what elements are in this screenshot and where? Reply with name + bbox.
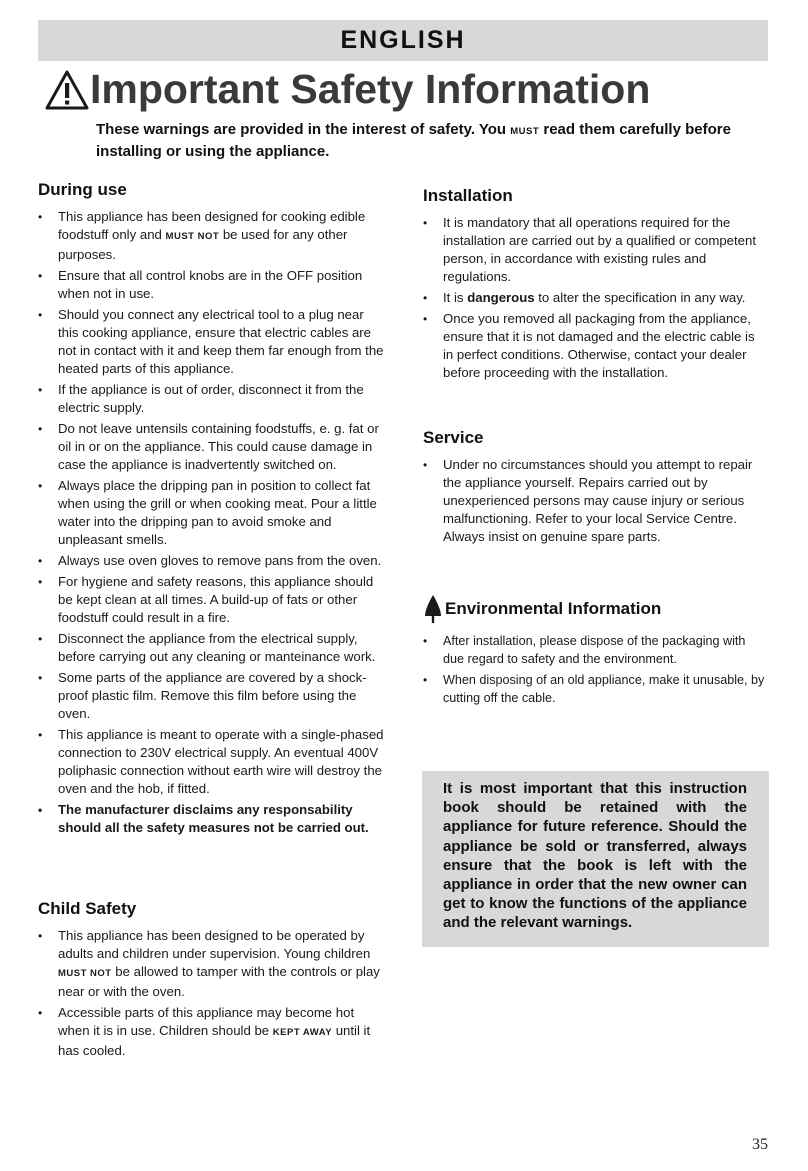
intro-text-end: read them carefully before installing or using the appliance. [96,121,731,160]
page-number: 35 [752,1136,768,1153]
list-item: • For hygiene and safety reasons, this appliance should be kept clean at all times. A build-up of fats or other foodstuff could result in a fire. [38,573,384,627]
item-text: be allowed to tamper with the controls or play near or with the oven. [58,964,380,999]
child-safety-list [38,927,384,1060]
environmental-heading-row [423,594,768,624]
list-item: • Always place the dripping pan in position to collect fat when using the grill or when cooking meat. Pour a little water into the dripping pan to avoid smoke and unpleasant smells. [38,477,384,549]
child-safety-heading: Child Safety [38,899,137,918]
warning-triangle-icon [44,69,90,111]
list-item: • Some parts of the appliance are covered by a shock-proof plastic film. Remove this film before using the oven. [38,669,384,723]
service-list [423,456,768,546]
tree-icon [423,594,443,624]
list-item: • After installation, please dispose of the packaging with due regard to safety and the environment. [423,632,768,668]
language-label: ENGLISH [340,26,466,54]
list-item [423,289,768,307]
list-item: • When disposing of an old appliance, make it unusable, by cutting off the cable. [423,671,768,707]
list-item: • Under no circumstances should you attempt to repair the appliance yourself. Repairs carried out by unexperienced persons may cause injury or serious malfunctioning. Refer to your local Service Centre. Always insist on genuine spare parts. [423,456,768,546]
list-item: • Disconnect the appliance from the electrical supply, before carrying out any cleaning or manteinance work. [38,630,384,666]
item-text: It is [443,290,468,305]
item-text: Accessible parts of this appliance may become hot when it is in use. Children should be [58,1005,355,1038]
list-item: • Should you connect any electrical tool to a plug near this cooking appliance, ensure that electric cables are not in contact with it and keep them far enough from the heated parts of this appliance. [38,306,384,378]
right-column [423,186,768,710]
page-title: Important Safety Information [90,66,651,112]
item-text: This appliance has been designed to be operated by adults and children under supervision. Young children [58,928,371,961]
item-emphasis: KEPT AWAY [272,1027,333,1038]
child-safety-section [38,899,384,1060]
list-item [38,208,384,264]
during-use-list [38,208,384,837]
item-text: until it has cooled. [58,1023,371,1058]
list-item: • Do not leave untensils containing foodstuffs, e. g. fat or oil in or on the appliance. This could cause damage in case the appliance is inadvertently switched on. [38,420,384,474]
list-item: • It is mandatory that all operations required for the installation are carried out by a qualified or competent person, in accordance with existing rules and regulations. [423,214,768,286]
list-item [38,927,384,1001]
retain-booklet-notice-box [422,771,769,947]
during-use-section [38,180,384,837]
list-item: • Once you removed all packaging from the appliance, ensure that it is not damaged and the electric cable is in perfect conditions. Otherwise, contact your dealer before proceeding with the installation. [423,310,768,382]
during-use-heading: During use [38,180,127,199]
item-emphasis: dangerous [467,290,535,305]
left-column [38,180,384,1063]
intro-must: MUST [510,126,540,137]
item-text: to alter the specification in any way. [534,290,746,305]
list-item [38,1004,384,1060]
item-text: This appliance has been designed for cooking edible foodstuff only and [58,209,366,242]
item-emphasis: MUST NOT [165,231,220,242]
item-text: be used for any other purposes. [58,227,348,262]
environmental-section [423,594,768,707]
service-heading: Service [423,428,484,447]
notice-text: It is most important that this instruction book should be retained with the appliance for future reference. Should the appliance be sold or transferred, always ensure that the book is left with the appliance in order that the new owner can get to know the functions of the appliance and the relevant warnings. [443,780,747,932]
installation-heading: Installation [423,186,513,205]
environmental-heading: Environmental Information [445,599,662,618]
item-emphasis: MUST NOT [58,968,112,979]
service-section [423,428,768,546]
list-item: • If the appliance is out of order, disconnect it from the electric supply. [38,381,384,417]
list-item: • Ensure that all control knobs are in the OFF position when not in use. [38,267,384,303]
intro-text-start: These warnings are provided in the interest of safety. You [96,121,511,138]
installation-list [423,214,768,382]
list-item: • Always use oven gloves to remove pans from the oven. [38,552,384,570]
intro-paragraph [96,120,776,162]
language-header-bar [38,20,768,61]
page-title-row [44,66,650,113]
list-item-disclaimer: • The manufacturer disclaims any responsability should all the safety measures not be carried out. [38,801,384,837]
environmental-list [423,632,768,707]
list-item: • This appliance is meant to operate with a single-phased connection to 230V electrical supply. An eventual 400V poliphasic connection without earth wire will destroy the oven and the hob, if fitted. [38,726,384,798]
installation-section [423,186,768,382]
